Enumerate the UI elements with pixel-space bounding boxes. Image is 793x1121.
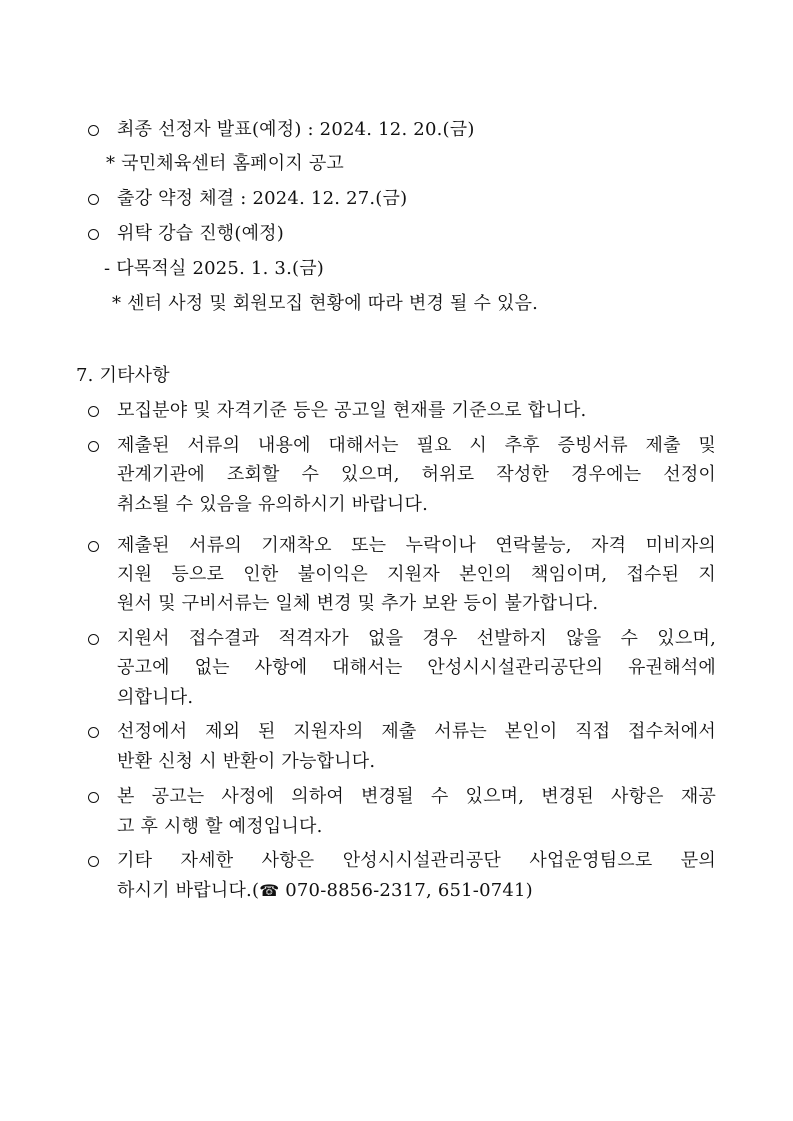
bullet-circle-icon [88,792,99,803]
list-item-line: 지원 등으로 인한 불이익은 지원자 본인의 책임이며, 접수된 지 [117,564,716,585]
bullet-circle-icon [88,229,99,240]
list-item-line: 원서 및 구비서류는 일체 변경 및 추가 보완 등이 불가합니다. [117,593,599,614]
final-announcement: 최종 선정자 발표(예정) : 2024. 12. 20.(금) [117,119,475,140]
bullet-circle-icon [88,125,99,136]
lessons-note: * 센터 사정 및 회원모집 현황에 따라 변경 될 수 있음. [112,293,539,314]
list-item-line: 선정에서 제외 된 지원자의 제출 서류는 본인이 직접 접수처에서 [117,721,716,742]
bullet-circle-icon [88,406,99,417]
list-item-line: 제출된 서류의 내용에 대해서는 필요 시 추후 증빙서류 제출 및 [117,435,716,456]
list-item-line: 제출된 서류의 기재착오 또는 누락이나 연락불능, 자격 미비자의 [117,535,716,556]
list-item-line: 취소될 수 있음을 유의하시기 바랍니다. [117,494,429,515]
list-item-line: 고 후 시행 할 예정입니다. [117,816,323,837]
list-item-line: 의합니다. [117,687,194,708]
final-announcement-note: * 국민체육센터 홈페이지 공고 [106,153,345,174]
bullet-circle-icon [88,541,99,552]
contract-date: 출강 약정 체결 : 2024. 12. 27.(금) [117,188,408,209]
bullet-circle-icon [88,194,99,205]
list-item-line: 기타 자세한 사항은 안성시시설관리공단 사업운영팀으로 문의 [117,850,716,871]
bullet-circle-icon [88,634,99,645]
section-heading: 7. 기타사항 [76,365,170,386]
lessons-heading: 위탁 강습 진행(예정) [117,223,284,244]
list-item-line: 반환 신청 시 반환이 가능합니다. [117,751,376,772]
contact-numbers: 070-8856-2317, 651-0741) [279,880,533,901]
list-item-line: 관계기관에 조회할 수 있으며, 허위로 작성한 경우에는 선정이 [117,464,716,485]
list-item-line: 모집분야 및 자격기준 등은 공고일 현재를 기준으로 합니다. [117,400,587,421]
contact-prefix: 하시기 바랍니다.( [117,880,260,901]
list-item-line: 본 공고는 사정에 의하여 변경될 수 있으며, 변경된 사항은 재공 [117,786,716,807]
contact-line [117,879,533,903]
phone-icon: ☎ [259,881,280,900]
lessons-detail: - 다목적실 2025. 1. 3.(금) [104,258,325,279]
bullet-circle-icon [88,856,99,867]
bullet-circle-icon [88,727,99,738]
bullet-circle-icon [88,441,99,452]
list-item-line: 공고에 없는 사항에 대해서는 안성시시설관리공단의 유권해석에 [117,657,716,678]
list-item-line: 지원서 접수결과 적격자가 없을 경우 선발하지 않을 수 있으며, [117,628,716,649]
